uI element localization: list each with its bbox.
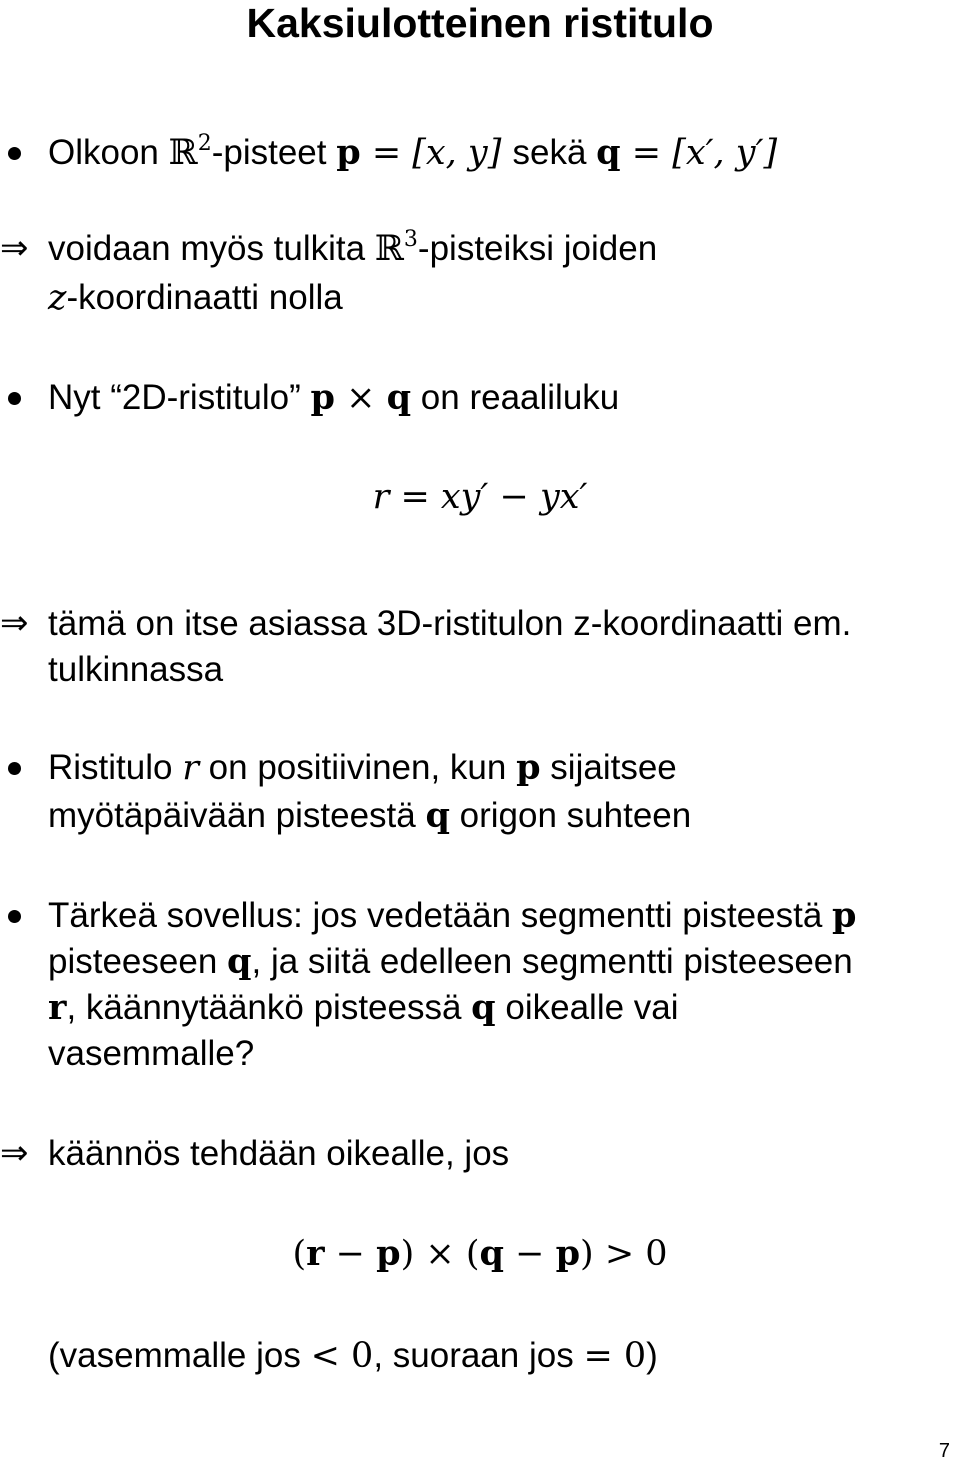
item-1 <box>48 131 778 173</box>
text: myötäpäivään pisteestä <box>48 796 426 835</box>
text: -pisteiksi joiden <box>417 229 658 268</box>
item-8 <box>48 1338 658 1374</box>
math-set: ℝ <box>168 133 198 173</box>
bullet-4 <box>8 910 21 923</box>
math-var: p <box>336 132 361 173</box>
item-5-line-2 <box>48 795 692 836</box>
bullet-1 <box>8 147 21 160</box>
text: sekä <box>512 133 597 172</box>
item-2-line-1 <box>48 227 658 269</box>
implies-marker-2: ⇒ <box>0 604 29 642</box>
item-6-line-4: vasemmalle? <box>48 1034 255 1073</box>
text: Nyt “2D-ristitulo” <box>48 378 311 417</box>
item-6-line-1 <box>48 895 857 936</box>
math-expr: = 0 <box>583 1336 647 1376</box>
item-5-line-1 <box>48 747 677 788</box>
item-4-line-1: tämä on itse asiassa 3D-ristitulon z-koordinaatti em. <box>48 604 852 643</box>
math-var: r <box>306 1233 325 1274</box>
text: origon suhteen <box>449 796 692 835</box>
text: , suoraan jos <box>373 1336 584 1375</box>
bullet-3 <box>8 762 21 775</box>
math-op: ) × ( <box>400 1234 480 1274</box>
math-var: z <box>48 278 67 318</box>
equation-1: r = xy′ − yx′ <box>372 477 588 517</box>
math-op: − <box>324 1234 377 1274</box>
implies-marker-1: ⇒ <box>0 229 29 267</box>
text: on reaaliluku <box>411 378 620 417</box>
item-7: käännös tehdään oikealle, jos <box>48 1134 510 1173</box>
math-var: p <box>516 747 541 788</box>
bullet-2 <box>8 392 21 405</box>
text: , ja siitä edelleen segmentti pisteeseen <box>251 942 853 981</box>
math-set: ℝ <box>374 229 404 269</box>
text: voidaan myös tulkita <box>48 229 375 268</box>
text: oikealle vai <box>495 988 679 1027</box>
text: Ristitulo <box>48 748 183 787</box>
math-var: q <box>227 941 252 982</box>
math-var: q <box>596 132 621 173</box>
item-2-line-2 <box>48 280 343 316</box>
math-var: p <box>832 895 857 936</box>
math-var: q <box>425 795 450 836</box>
math-var: q <box>479 1233 504 1274</box>
text: Tärkeä sovellus: jos vedetään segmentti pisteestä <box>48 896 833 935</box>
item-3 <box>48 377 620 418</box>
text: sijaitsee <box>540 748 677 787</box>
math-op: ) > 0 <box>580 1234 668 1274</box>
math-var: q <box>386 377 412 418</box>
math-op: × <box>335 378 387 418</box>
implies-marker-3: ⇒ <box>0 1134 29 1172</box>
text: -pisteet <box>211 133 337 172</box>
math-expr: = [x, y] <box>360 133 513 173</box>
text: (vasemmalle jos <box>48 1336 311 1375</box>
math-var: q <box>471 987 496 1028</box>
superscript: 3 <box>403 227 418 252</box>
text: , käännytäänkö pisteessä <box>66 988 472 1027</box>
math-var: p <box>376 1233 401 1274</box>
math-paren: ( <box>292 1234 307 1274</box>
text: -koordinaatti nolla <box>66 278 343 317</box>
text: ) <box>646 1336 658 1375</box>
math-op: − <box>503 1234 556 1274</box>
math-expr: = [x′, y′] <box>620 133 778 173</box>
item-4-line-2: tulkinnassa <box>48 650 224 689</box>
page-title: Kaksiulotteinen ristitulo <box>246 0 714 46</box>
item-6-line-2 <box>48 941 853 982</box>
text: pisteeseen <box>48 942 228 981</box>
math-expr: < 0 <box>310 1336 374 1376</box>
item-6-line-3 <box>48 987 679 1028</box>
superscript: 2 <box>197 131 212 156</box>
page-number: 7 <box>938 1440 950 1462</box>
math-var: r <box>48 987 67 1028</box>
text: on positiivinen, kun <box>198 748 517 787</box>
equation-2 <box>0 1233 960 1274</box>
text: Olkoon <box>48 133 169 172</box>
math-var: p <box>555 1233 581 1274</box>
math-var: p <box>310 377 336 418</box>
math-var: r <box>182 748 199 788</box>
